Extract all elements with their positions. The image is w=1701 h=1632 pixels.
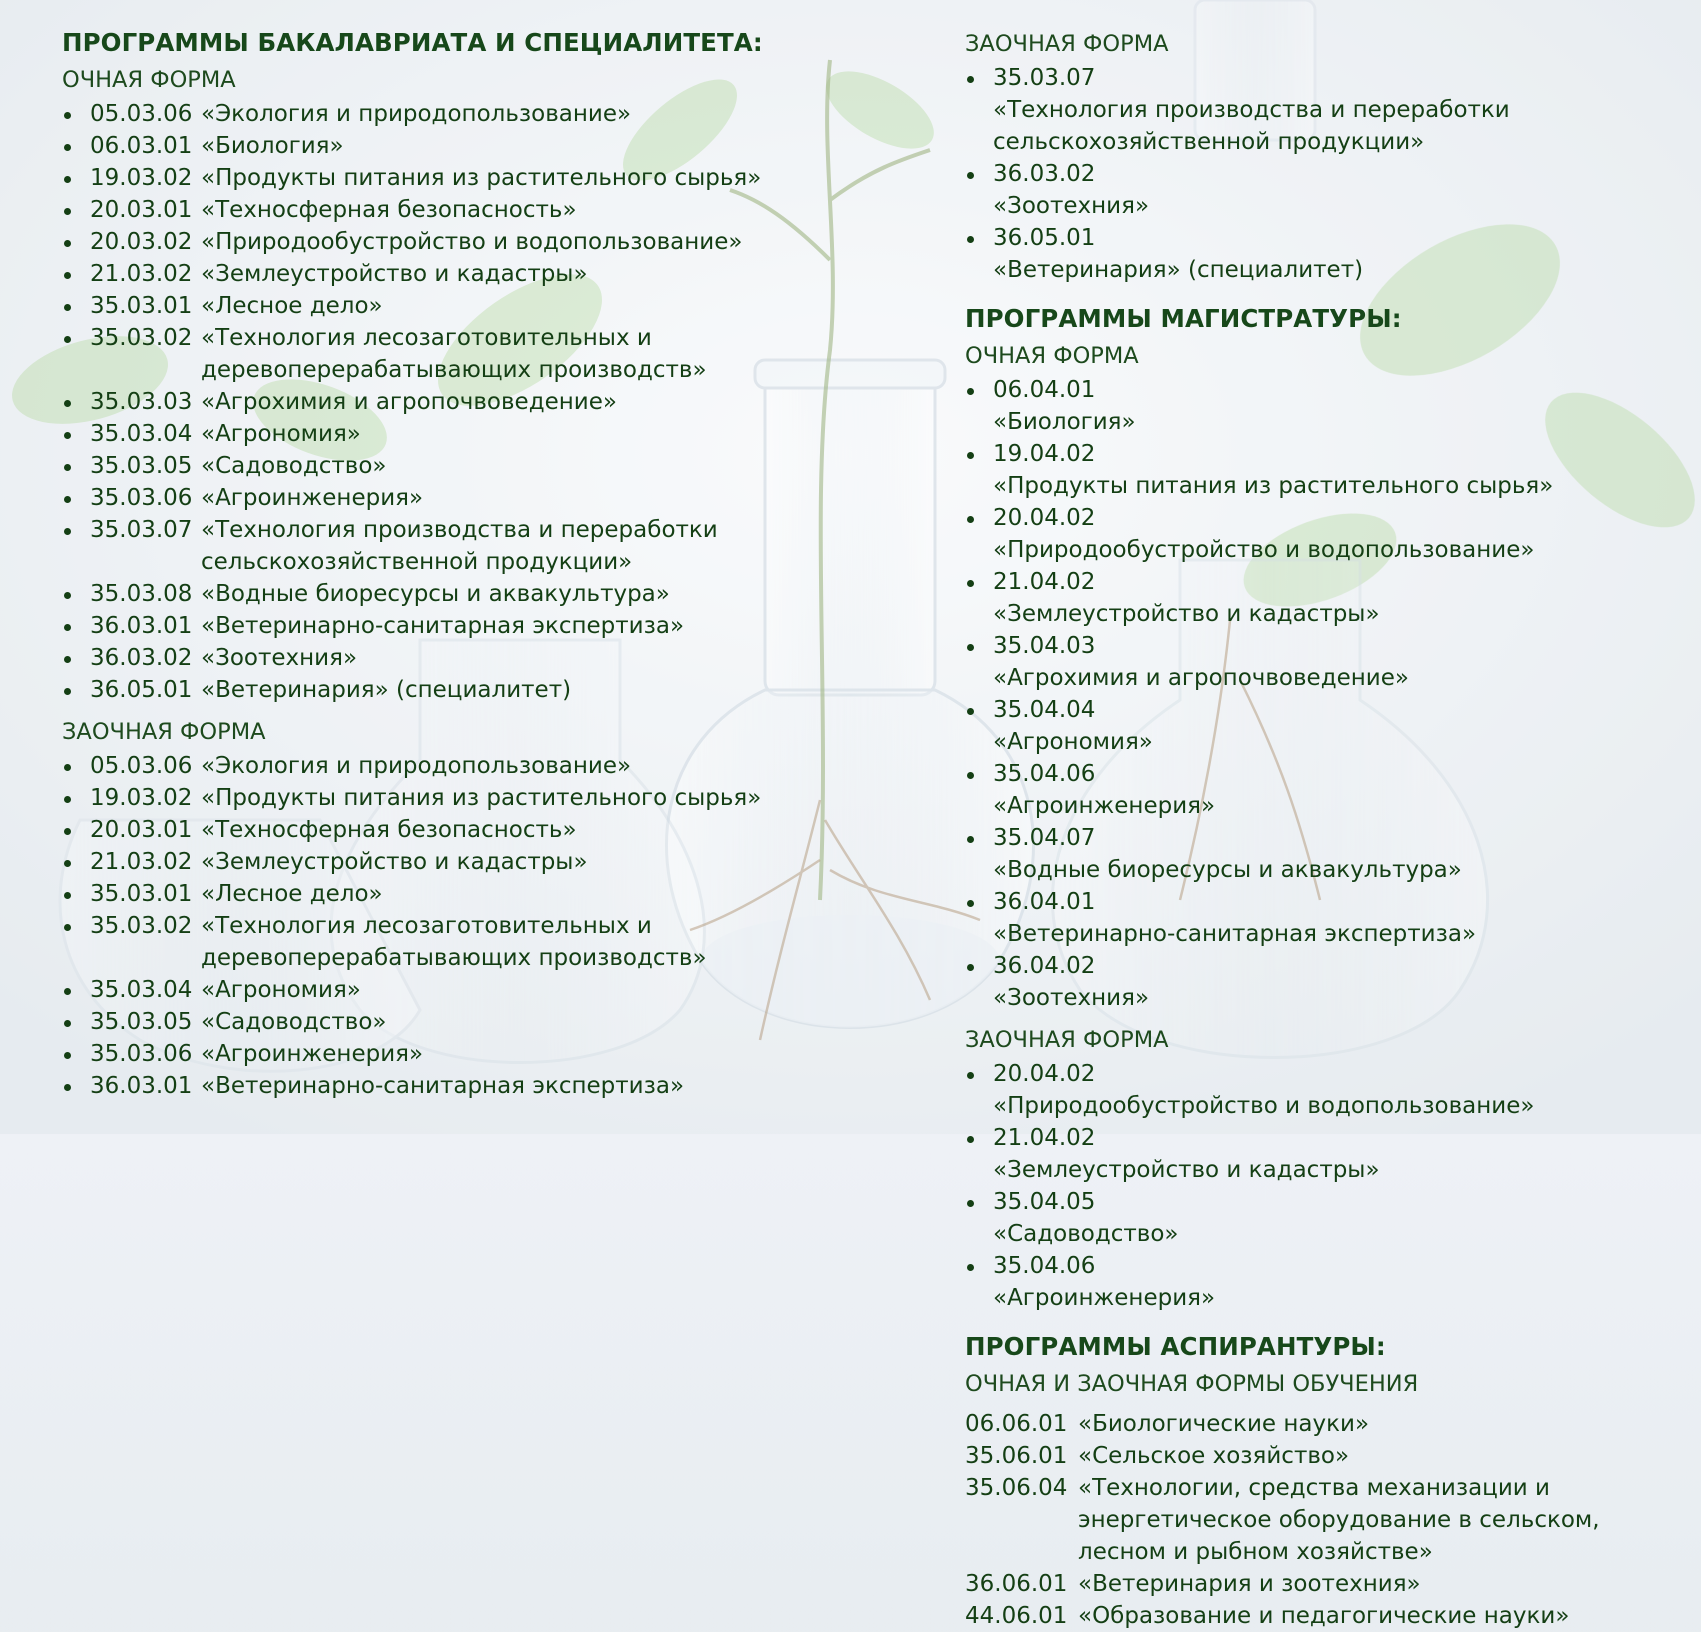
bachelor-parttime-cont-list bbox=[965, 62, 1685, 286]
program-title: «Ветеринария и зоотехния» bbox=[1078, 1571, 1421, 1597]
program-item bbox=[62, 1070, 862, 1102]
program-item bbox=[62, 258, 862, 290]
program-code: 35.04.06 bbox=[993, 761, 1096, 787]
program-item bbox=[62, 750, 862, 782]
program-code: 20.04.02 bbox=[993, 505, 1096, 531]
program-item bbox=[965, 1568, 1685, 1600]
program-item bbox=[965, 566, 1685, 630]
program-code: 35.03.07 bbox=[993, 65, 1096, 91]
program-title: «Природообустройство и водопользование» bbox=[993, 537, 1535, 563]
master-heading: ПРОГРАММЫ МАГИСТРАТУРЫ: bbox=[965, 304, 1402, 333]
master-fulltime-label: ОЧНАЯ ФОРМА bbox=[965, 343, 1139, 369]
program-item bbox=[62, 674, 862, 706]
program-item bbox=[965, 886, 1685, 950]
program-item bbox=[62, 878, 862, 910]
bachelor-parttime-cont-label: ЗАОЧНАЯ ФОРМА bbox=[965, 31, 1169, 57]
phd-heading: ПРОГРАММЫ АСПИРАНТУРЫ: bbox=[965, 1332, 1386, 1361]
program-title: «Биология» bbox=[201, 133, 344, 159]
program-item bbox=[62, 910, 862, 974]
program-title: «Лесное дело» bbox=[201, 293, 383, 319]
program-item bbox=[62, 450, 862, 482]
program-code: 35.04.04 bbox=[993, 697, 1096, 723]
program-title: «Техносферная безопасность» bbox=[201, 197, 577, 223]
program-title: «Землеустройство и кадастры» bbox=[201, 849, 588, 875]
program-code: 05.03.06 bbox=[90, 753, 193, 779]
program-code: 35.03.06 bbox=[90, 1041, 193, 1067]
program-code: 35.04.07 bbox=[993, 825, 1096, 851]
program-title: «Продукты питания из растительного сырья» bbox=[201, 785, 762, 811]
program-item bbox=[965, 1122, 1685, 1186]
program-title: «Землеустройство и кадастры» bbox=[993, 1157, 1380, 1183]
program-title: «Агрохимия и агропочвоведение» bbox=[201, 389, 617, 415]
program-item bbox=[965, 1472, 1685, 1568]
bachelor-fulltime-label: ОЧНАЯ ФОРМА bbox=[62, 67, 236, 93]
bachelor-heading: ПРОГРАММЫ БАКАЛАВРИАТА И СПЕЦИАЛИТЕТА: bbox=[62, 28, 763, 57]
program-title: «Агрономия» bbox=[201, 421, 361, 447]
program-code: 20.03.02 bbox=[90, 229, 193, 255]
program-title: «Техносферная безопасность» bbox=[201, 817, 577, 843]
program-item bbox=[965, 1408, 1685, 1440]
program-code: 20.03.01 bbox=[90, 197, 193, 223]
program-code: 21.04.02 bbox=[993, 569, 1096, 595]
program-title: «Технология лесозаготовительных и деревоперерабатывающих производств» bbox=[201, 913, 707, 971]
bachelor-fulltime-list bbox=[62, 98, 862, 706]
program-item bbox=[62, 1006, 862, 1038]
program-title: «Агроинженерия» bbox=[201, 1041, 424, 1067]
program-title: «Экология и природопользование» bbox=[201, 753, 632, 779]
program-code: 35.03.03 bbox=[90, 389, 193, 415]
program-item bbox=[62, 98, 862, 130]
program-code: 21.04.02 bbox=[993, 1125, 1096, 1151]
phd-form-label: ОЧНАЯ И ЗАОЧНАЯ ФОРМЫ ОБУЧЕНИЯ bbox=[965, 1371, 1419, 1397]
program-code: 19.03.02 bbox=[90, 785, 193, 811]
program-title: «Технологии, средства механизации и энергетическое оборудование в сельском, лесном и рыбном хозяйстве» bbox=[1078, 1475, 1600, 1565]
program-title: «Продукты питания из растительного сырья» bbox=[201, 165, 762, 191]
master-parttime-label: ЗАОЧНАЯ ФОРМА bbox=[965, 1027, 1169, 1053]
program-item bbox=[62, 814, 862, 846]
program-title: «Ветеринарно-санитарная экспертиза» bbox=[201, 613, 685, 639]
program-title: «Зоотехния» bbox=[993, 193, 1150, 219]
bachelor-parttime-label: ЗАОЧНАЯ ФОРМА bbox=[62, 719, 266, 745]
program-item bbox=[965, 158, 1685, 222]
program-item bbox=[965, 1250, 1685, 1314]
program-title: «Лесное дело» bbox=[201, 881, 383, 907]
program-title: «Землеустройство и кадастры» bbox=[201, 261, 588, 287]
program-item bbox=[62, 162, 862, 194]
program-code: 36.03.01 bbox=[90, 1073, 193, 1099]
program-item bbox=[965, 1440, 1685, 1472]
program-item bbox=[965, 950, 1685, 1014]
program-item bbox=[62, 782, 862, 814]
program-code: 44.06.01 bbox=[965, 1603, 1068, 1629]
program-item bbox=[965, 822, 1685, 886]
program-title: «Землеустройство и кадастры» bbox=[993, 601, 1380, 627]
program-title: «Ветеринарно-санитарная экспертиза» bbox=[993, 921, 1477, 947]
program-code: 20.04.02 bbox=[993, 1061, 1096, 1087]
program-code: 35.03.02 bbox=[90, 913, 193, 939]
bachelor-column bbox=[62, 24, 862, 1102]
program-item bbox=[62, 974, 862, 1006]
program-item bbox=[62, 578, 862, 610]
program-code: 19.04.02 bbox=[993, 441, 1096, 467]
program-code: 35.03.07 bbox=[90, 517, 193, 543]
program-title: «Ветеринария» (специалитет) bbox=[993, 257, 1364, 283]
program-title: «Агроинженерия» bbox=[201, 485, 424, 511]
program-title: «Ветеринария» (специалитет) bbox=[201, 677, 572, 703]
program-code: 35.03.06 bbox=[90, 485, 193, 511]
program-code: 35.03.01 bbox=[90, 293, 193, 319]
program-item bbox=[62, 322, 862, 386]
program-code: 21.03.02 bbox=[90, 261, 193, 287]
program-item bbox=[62, 386, 862, 418]
program-code: 35.04.06 bbox=[993, 1253, 1096, 1279]
phd-list bbox=[965, 1408, 1685, 1632]
program-title: «Зоотехния» bbox=[993, 985, 1150, 1011]
program-code: 35.03.05 bbox=[90, 1009, 193, 1035]
program-title: «Агрохимия и агропочвоведение» bbox=[993, 665, 1409, 691]
program-code: 20.03.01 bbox=[90, 817, 193, 843]
program-item bbox=[965, 1600, 1685, 1632]
program-code: 06.03.01 bbox=[90, 133, 193, 159]
program-item bbox=[62, 290, 862, 322]
program-title: «Водные биоресурсы и аквакультура» bbox=[993, 857, 1462, 883]
master-fulltime-list bbox=[965, 374, 1685, 1014]
program-item bbox=[965, 222, 1685, 286]
program-title: «Водные биоресурсы и аквакультура» bbox=[201, 581, 670, 607]
program-item bbox=[62, 1038, 862, 1070]
program-code: 35.03.04 bbox=[90, 421, 193, 447]
program-code: 36.04.02 bbox=[993, 953, 1096, 979]
program-code: 06.04.01 bbox=[993, 377, 1096, 403]
program-title: «Технология лесозаготовительных и деревоперерабатывающих производств» bbox=[201, 325, 707, 383]
program-code: 35.04.05 bbox=[993, 1189, 1096, 1215]
program-code: 21.03.02 bbox=[90, 849, 193, 875]
program-title: «Садоводство» bbox=[993, 1221, 1179, 1247]
program-code: 36.03.01 bbox=[90, 613, 193, 639]
program-code: 36.06.01 bbox=[965, 1571, 1068, 1597]
program-code: 35.03.08 bbox=[90, 581, 193, 607]
program-title: «Сельское хозяйство» bbox=[1078, 1443, 1350, 1469]
program-item bbox=[62, 194, 862, 226]
program-code: 36.05.01 bbox=[90, 677, 193, 703]
program-item bbox=[62, 846, 862, 878]
program-code: 36.05.01 bbox=[993, 225, 1096, 251]
bachelor-parttime-list bbox=[62, 750, 862, 1102]
program-title: «Природообустройство и водопользование» bbox=[993, 1093, 1535, 1119]
program-item bbox=[62, 130, 862, 162]
program-title: «Экология и природопользование» bbox=[201, 101, 632, 127]
program-code: 06.06.01 bbox=[965, 1411, 1068, 1437]
program-title: «Агрономия» bbox=[993, 729, 1153, 755]
program-code: 36.03.02 bbox=[90, 645, 193, 671]
program-title: «Зоотехния» bbox=[201, 645, 358, 671]
program-code: 35.03.01 bbox=[90, 881, 193, 907]
program-code: 35.03.02 bbox=[90, 325, 193, 351]
program-code: 36.04.01 bbox=[993, 889, 1096, 915]
program-item bbox=[62, 482, 862, 514]
program-code: 05.03.06 bbox=[90, 101, 193, 127]
program-title: «Технология производства и переработки сельскохозяйственной продукции» bbox=[201, 517, 718, 575]
program-item bbox=[965, 62, 1685, 158]
program-code: 36.03.02 bbox=[993, 161, 1096, 187]
right-column bbox=[965, 26, 1685, 1632]
program-title: «Садоводство» bbox=[201, 453, 387, 479]
program-title: «Агрономия» bbox=[201, 977, 361, 1003]
program-item bbox=[62, 642, 862, 674]
program-title: «Образование и педагогические науки» bbox=[1078, 1603, 1570, 1629]
program-item bbox=[965, 630, 1685, 694]
program-title: «Ветеринарно-санитарная экспертиза» bbox=[201, 1073, 685, 1099]
program-item bbox=[62, 418, 862, 450]
program-item bbox=[62, 226, 862, 258]
program-title: «Технология производства и переработки сельскохозяйственной продукции» bbox=[993, 97, 1510, 155]
program-code: 35.06.01 bbox=[965, 1443, 1068, 1469]
program-item bbox=[62, 514, 862, 578]
program-title: «Агроинженерия» bbox=[993, 1285, 1216, 1311]
program-item bbox=[965, 502, 1685, 566]
program-item bbox=[965, 694, 1685, 758]
program-code: 35.03.04 bbox=[90, 977, 193, 1003]
program-title: «Природообустройство и водопользование» bbox=[201, 229, 743, 255]
program-code: 35.06.04 bbox=[965, 1475, 1068, 1501]
program-item bbox=[965, 1186, 1685, 1250]
program-item bbox=[965, 438, 1685, 502]
program-item bbox=[965, 374, 1685, 438]
program-code: 35.04.03 bbox=[993, 633, 1096, 659]
program-title: «Агроинженерия» bbox=[993, 793, 1216, 819]
program-item bbox=[965, 758, 1685, 822]
master-parttime-list bbox=[965, 1058, 1685, 1314]
program-item bbox=[965, 1058, 1685, 1122]
program-code: 19.03.02 bbox=[90, 165, 193, 191]
program-item bbox=[62, 610, 862, 642]
program-title: «Продукты питания из растительного сырья» bbox=[993, 473, 1554, 499]
program-code: 35.03.05 bbox=[90, 453, 193, 479]
program-title: «Биологические науки» bbox=[1078, 1411, 1370, 1437]
program-title: «Биология» bbox=[993, 409, 1136, 435]
program-title: «Садоводство» bbox=[201, 1009, 387, 1035]
